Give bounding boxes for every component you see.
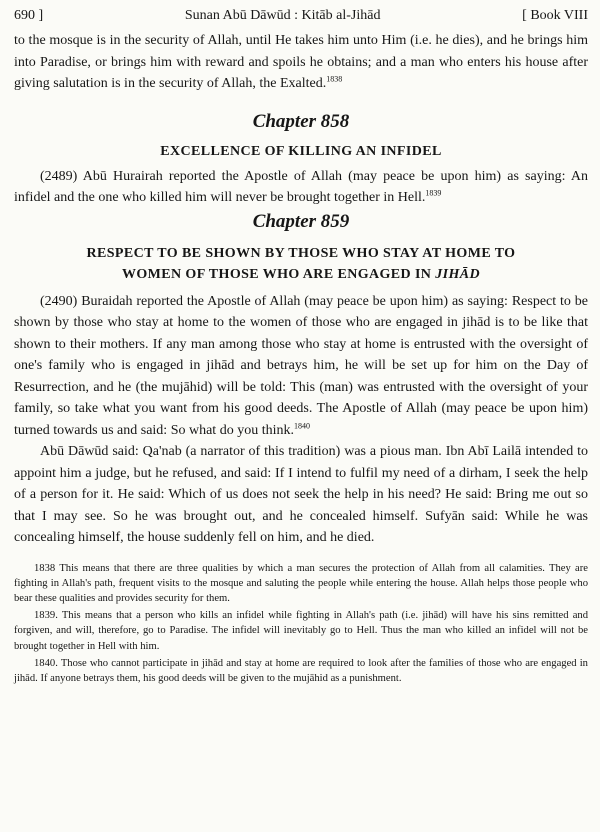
book-label: [ Book VIII [522,8,588,23]
chapter-858-title: Chapter 858 [252,110,350,132]
chapter-859-heading-line1: RESPECT TO BE SHOWN BY THOSE WHO STAY AT HOME TO [86,245,516,261]
chapter-859-title: Chapter 859 [252,210,350,232]
footnote-number: 1838 [34,562,56,574]
footnote-1839 [14,608,588,654]
footnote-text: Those who cannot participate in jihād and stay at home are required to look after the families of those who are engaged in jihād. If anyone betrays them, his good deeds will be given to the mujāhid as a punishment. [14,657,588,684]
footnote-number: 1839. [34,610,58,622]
footnote-1838 [14,561,588,607]
footnote-ref-1838: 1838 [326,74,343,84]
footnote-ref-1840: 1840 [293,420,310,430]
hadith-2490-text: (2490) Buraidah reported the Apostle of Allah (may peace be upon him) as saying: Respect to be shown by those who stay at home to the women of those who are engaged in jihād is to be like that shown to their mothers. If any man among those who stay at home is entrusted with the oversight of one's family who is engaged in jihād and betrays him, he will be set up for him on the Day of Resurrection, and he (the mujāhid) will be told: This (man) was entrusted with the oversight of your family, so take what you want from his good deeds. The Apostle of Allah (may peace be upon him) turned towards us and said: So what do you think. [14,293,588,438]
continuation-text: to the mosque is in the security of Allah, until He takes him unto Him (i.e. he dies), and he brings him into Paradise, or brings him with reward and spoils he obtains; and a man who enters his house after giving salutation is in the security of Allah, the Exalted. [14,33,588,91]
footnote-ref-1839: 1839 [425,188,442,198]
chapter-859-heading [14,243,588,285]
chapter-859-heading-word: JIHĀD [435,266,481,282]
chapter-859-heading-line2: WOMEN OF THOSE WHO ARE ENGAGED IN [121,266,432,282]
footnotes [14,561,588,687]
footnote-text: This means that a person who kills an infidel while fighting in Allah's path (i.e. jihād) will have his sins remitted and forgiven, and will, therefore, go to Paradise. The infidel will inevitably go to Hell. Thus the man who killed an infidel will not be brought together in Hell with him. [14,610,588,652]
footnote-number: 1840. [34,657,58,669]
page-header [14,8,588,30]
chapter-858-heading: EXCELLENCE OF KILLING AN INFIDEL [160,143,442,159]
footnote-text: This means that there are three qualities by which a man secures the protection of Allah from all calamities. They are fighting in Allah's path, frequent visits to the mosque and saluting the people while entering the house. Allah helps those people who bear these qualities and provides security for them. [14,562,588,604]
running-title: Sunan Abū Dāwūd : Kitāb al-Jihād [184,8,381,23]
continuation-paragraph [14,30,588,95]
page-number: 690 ] [14,8,44,23]
hadith-2489-text: (2489) Abū Hurairah reported the Apostle of Allah (may peace be upon him) as saying: An infidel and the one who killed him will never be brought together in Hell. [14,168,588,205]
hadith-2490 [14,291,588,442]
commentary-paragraph: Abū Dāwūd said: Qa'nab (a narrator of this tradition) was a pious man. Ibn Abī Lailā intended to appoint him a judge, but he refused, and said: If I intend to fulfil my need of a dirham, I seek the help of a person for it. He said: Which of us does not seek the help in his need? He said: Bring me out so that I may see. So he was brought out, and he concealed himself. Sufyān said: While he was concealing himself, the house suddenly fell on him, and he died. [14,444,588,545]
hadith-2489 [14,166,588,209]
footnote-1840 [14,656,588,686]
